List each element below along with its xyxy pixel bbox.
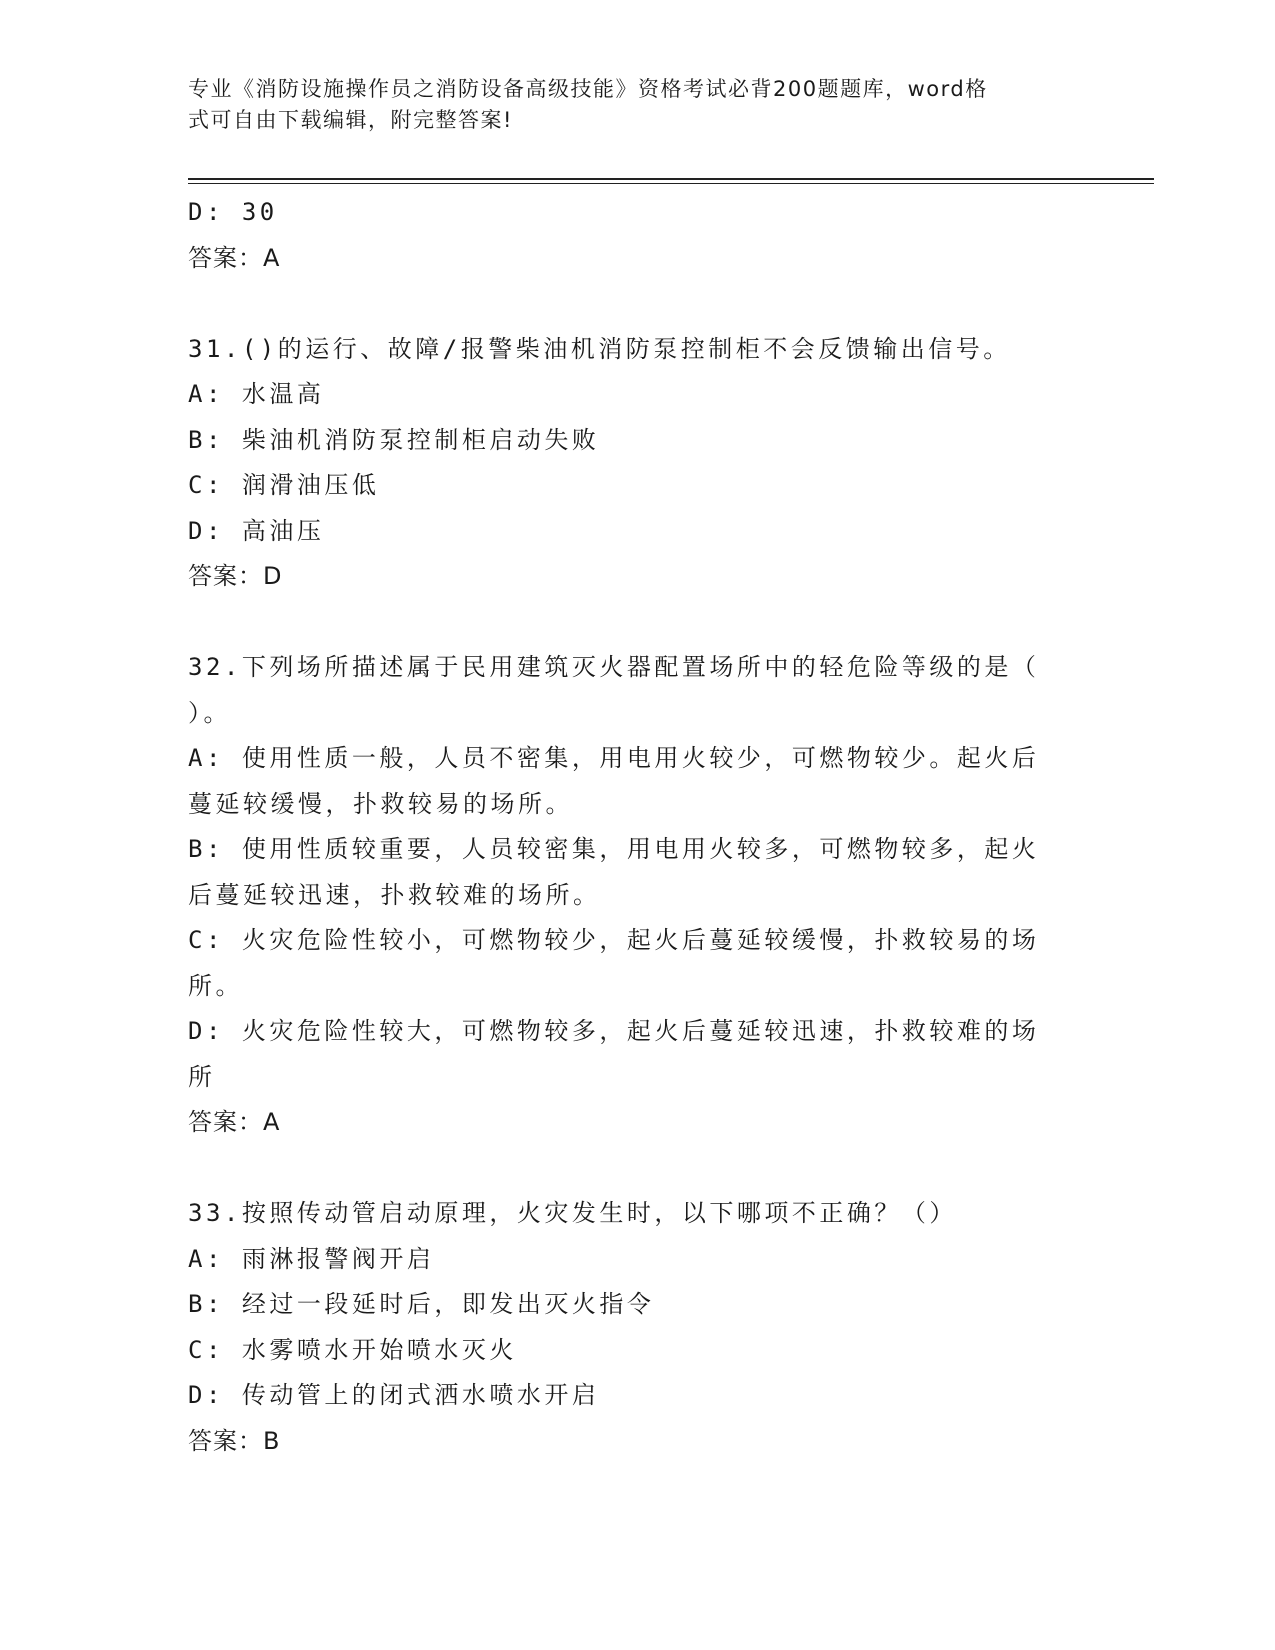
page-header (188, 74, 1088, 136)
option-d-line-1: D: 火灾危险性较大，可燃物较多，起火后蔓延较迅速，扑救较难的场 (188, 1017, 1040, 1045)
option-b-line-2: 后蔓延较迅速，扑救较难的场所。 (188, 880, 601, 909)
answer: 答案：D (188, 562, 283, 590)
answer: 答案：A (188, 243, 281, 272)
option-d-line-2: 所 (188, 1062, 216, 1091)
option-a: A: 雨淋报警阀开启 (188, 1244, 435, 1273)
header-divider-thick (188, 178, 1154, 180)
question-list (188, 190, 1088, 1464)
question-text: 33.按照传动管启动原理，火灾发生时，以下哪项不正确？（） (188, 1199, 957, 1227)
option-b: B: 经过一段延时后，即发出灭火指令 (188, 1290, 655, 1318)
question-32 (188, 645, 1088, 1146)
answer: 答案：A (188, 1108, 281, 1136)
spacer (188, 1146, 1088, 1192)
question-text-line-1: 32.下列场所描述属于民用建筑灭火器配置场所中的轻危险等级的是（ (188, 653, 1040, 681)
header-title-line-1: 专业《消防设施操作员之消防设备高级技能》资格考试必背200题题库，word格 (188, 77, 988, 101)
header-divider-thin (188, 183, 1154, 184)
spacer (188, 600, 1088, 646)
option-c-line-1: C: 火灾危险性较小，可燃物较少，起火后蔓延较缓慢，扑救较易的场 (188, 926, 1040, 954)
option-b-line-1: B: 使用性质较重要，人员较密集，用电用火较多，可燃物较多，起火 (188, 835, 1040, 863)
option-c: C: 水雾喷水开始喷水灭火 (188, 1335, 517, 1364)
option-b: B: 柴油机消防泵控制柜启动失败 (188, 425, 600, 454)
question-30-tail (188, 190, 1088, 281)
question-33 (188, 1191, 1088, 1464)
answer: 答案：B (188, 1426, 281, 1455)
option-d: D: 30 (188, 198, 278, 226)
option-a-line-2: 蔓延较缓慢，扑救较易的场所。 (188, 789, 573, 818)
option-a: A: 水温高 (188, 380, 325, 408)
option-d: D: 传动管上的闭式洒水喷水开启 (188, 1381, 600, 1409)
option-c: C: 润滑油压低 (188, 471, 380, 499)
option-a-line-1: A: 使用性质一般，人员不密集，用电用火较少，可燃物较少。起火后 (188, 744, 1040, 772)
question-text: 31.()的运行、故障/报警柴油机消防泵控制柜不会反馈输出信号。 (188, 334, 1011, 363)
spacer (188, 281, 1088, 327)
option-c-line-2: 所。 (188, 971, 243, 1000)
header-title-line-2: 式可自由下载编辑，附完整答案! (188, 108, 513, 132)
option-d: D: 高油压 (188, 516, 325, 545)
question-text-line-2: ）。 (188, 698, 231, 727)
question-31 (188, 327, 1088, 600)
